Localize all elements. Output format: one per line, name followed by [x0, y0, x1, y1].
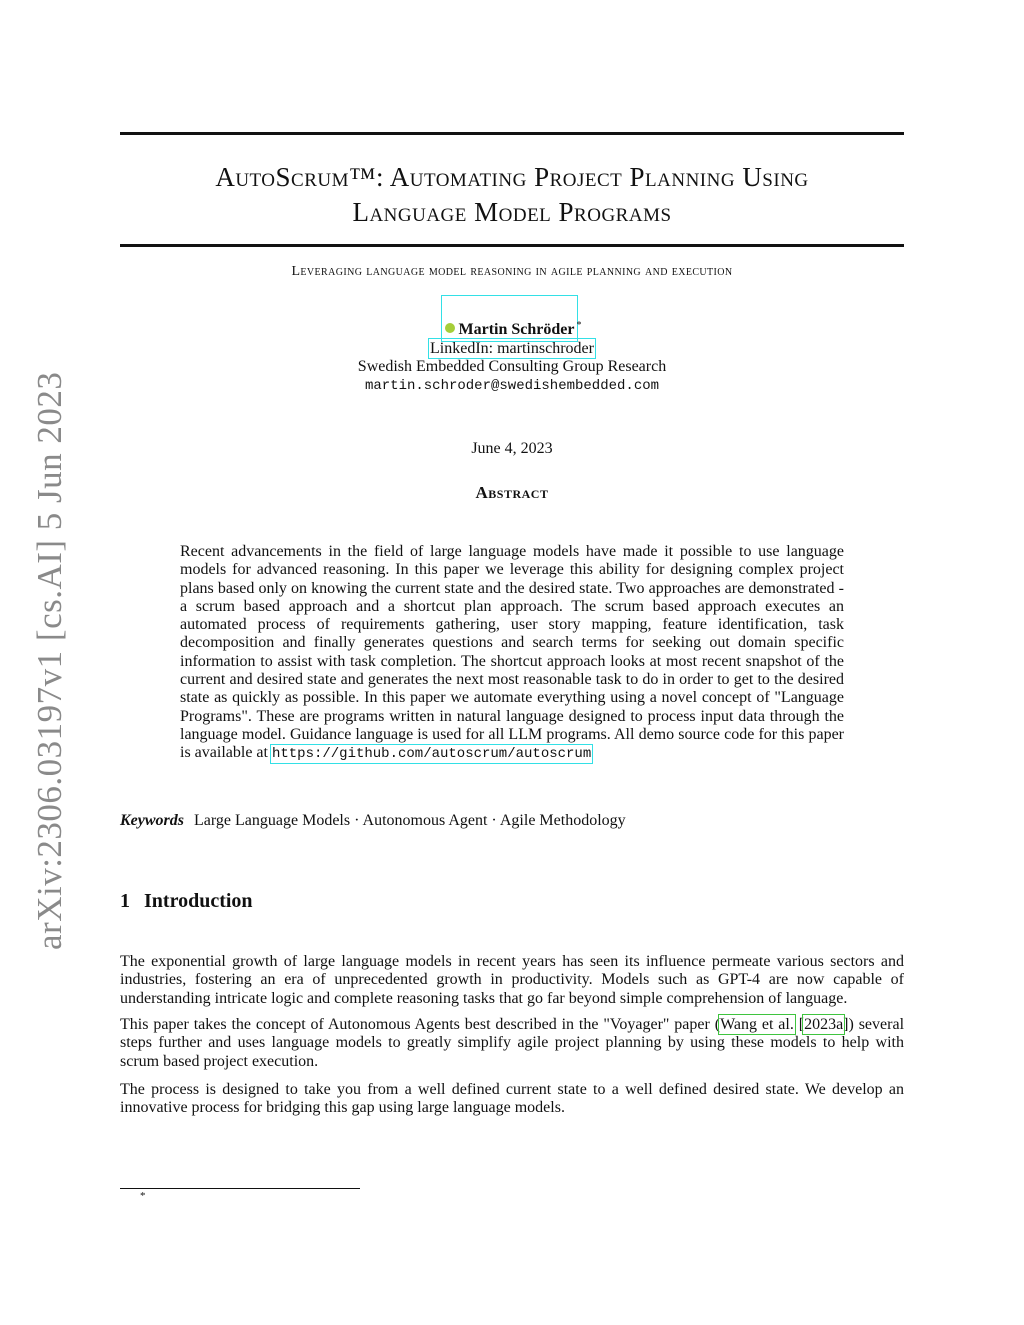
author-affiliation: Swedish Embedded Consulting Group Research [357, 358, 667, 376]
author-footnote-marker: * [576, 320, 582, 331]
para2-text-after: ]) several steps further and uses language models to greatly simplify agile project planning by using these models to help with scrum based project execution. [120, 1016, 905, 1070]
author-email: martin.schroder@swedishembedded.com [364, 377, 660, 394]
para2-citation-separator: [ [793, 1016, 805, 1033]
abstract-text [180, 543, 844, 764]
intro-paragraph-1: The exponential growth of large language models in recent years has seen its influence permeate various sectors and industries, fostering an era of unprecedented growth in productivity. Models such as GPT-4 are now capable of understanding intricate logic and complete reasoning tasks that go far beyond simple comprehension of language. [120, 953, 904, 1007]
arxiv-identifier: arXiv:2306.03197v1 [cs.AI] 5 Jun 2023 [30, 371, 69, 950]
paper-title [120, 160, 904, 230]
intro-paragraph-3: The process is designed to take you from a well defined current state to a well defined desired state. We develop an innovative process for bridging this gap using large language models. [120, 1081, 904, 1117]
citation-year-link[interactable]: 2023a [804, 1016, 844, 1033]
title-top-rule [120, 132, 904, 135]
author-link[interactable] [443, 297, 577, 340]
title-line-2: Language Model Programs [352, 197, 672, 227]
paper-date: June 4, 2023 [471, 440, 553, 457]
linkedin-link[interactable]: LinkedIn: martinschroder [430, 339, 594, 357]
section-number: 1 [120, 890, 130, 912]
para2-text-before: This paper takes the concept of Autonomous Agents best described in the "Voyager" paper ( [120, 1016, 721, 1033]
section-heading [120, 890, 253, 913]
abstract-heading: Abstract [475, 483, 549, 502]
keywords-label: Keywords [120, 812, 184, 829]
orcid-icon[interactable] [445, 323, 455, 333]
github-link[interactable]: https://github.com/autoscrum/autoscrum [271, 746, 592, 763]
abstract-body: Recent advancements in the field of large language models have made it possible to use language models for advanced reasoning. In this paper we leverage this ability for designing complex project plans based only on knowing the current state and the desired state. Two approaches are demonstrated - a scrum based approach and a shortcut plan approach. The scrum based approach executes an automated process of requirements gathering, user story mapping, feature identification, task decomposition and finally generates questions and search terms for seeking out domain specific information to assist with task completion. The shortcut approach looks at most recent snapshot of the current and desired state and generates the next most reasonable task to do in order to get to the desired state as quickly as possible. In this paper we automate everything using a novel concept of "Language Programs". These are programs written in natural language designed to process input data through the language model. Guidance language is used for all LLM programs. All demo source code for this paper is available at [180, 543, 844, 762]
footnote-marker: * [140, 1190, 146, 1202]
paper-subtitle: Leveraging language model reasoning in agile planning and execution [291, 264, 733, 279]
footnote-rule [120, 1188, 360, 1189]
author-name: Martin Schröder [458, 321, 575, 339]
keywords-list: Large Language Models · Autonomous Agent · Agile Methodology [194, 812, 626, 829]
keywords [120, 812, 904, 830]
section-title: Introduction [144, 890, 253, 912]
author-block [120, 317, 904, 395]
title-bottom-rule [120, 244, 904, 247]
title-line-1: AutoScrum™: Automating Project Planning Using [215, 162, 809, 192]
intro-paragraph-2 [120, 1016, 904, 1071]
citation-author-link[interactable]: Wang et al. [720, 1016, 794, 1033]
